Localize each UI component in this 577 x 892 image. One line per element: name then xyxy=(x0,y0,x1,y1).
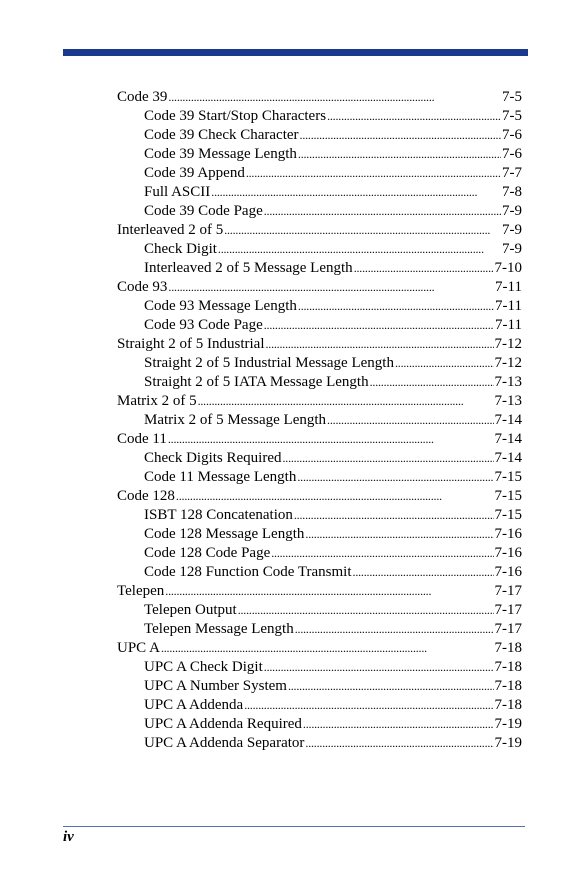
toc-entry[interactable] xyxy=(117,373,522,392)
toc-entry-title: Code 93 xyxy=(117,279,168,295)
toc-entry[interactable] xyxy=(117,335,522,354)
toc-entry-page: 7-19 xyxy=(494,716,522,732)
toc-entry-page: 7-18 xyxy=(494,697,522,713)
toc-entry-title: Check Digit xyxy=(144,241,217,257)
table-of-contents xyxy=(117,88,522,753)
page-number: iv xyxy=(63,829,74,845)
toc-entry-title: Straight 2 of 5 Industrial Message Length xyxy=(144,355,394,371)
toc-dot-leader xyxy=(305,525,493,544)
toc-entry-title: Code 128 Message Length xyxy=(144,526,305,542)
toc-entry-title: Interleaved 2 of 5 xyxy=(117,222,224,238)
toc-entry-page: 7-16 xyxy=(494,526,522,542)
toc-dot-leader xyxy=(327,107,501,126)
toc-dot-leader xyxy=(211,183,501,202)
toc-dot-leader xyxy=(264,316,494,335)
toc-entry-page: 7-5 xyxy=(502,108,522,124)
toc-entry-page: 7-17 xyxy=(494,602,522,618)
toc-entry[interactable] xyxy=(117,126,522,145)
toc-entry-page: 7-6 xyxy=(502,127,522,143)
toc-entry-title: UPC A xyxy=(117,640,160,656)
toc-entry-page: 7-5 xyxy=(502,89,522,105)
toc-entry[interactable] xyxy=(117,145,522,164)
toc-entry[interactable] xyxy=(117,316,522,335)
toc-entry[interactable] xyxy=(117,715,522,734)
toc-entry[interactable] xyxy=(117,278,522,297)
toc-entry-page: 7-16 xyxy=(494,564,522,580)
toc-entry[interactable] xyxy=(117,202,522,221)
toc-entry[interactable] xyxy=(117,601,522,620)
toc-entry-title: Code 93 Message Length xyxy=(144,298,297,314)
toc-dot-leader xyxy=(282,449,493,468)
toc-entry[interactable] xyxy=(117,183,522,202)
toc-entry-page: 7-11 xyxy=(495,317,522,333)
toc-dot-leader xyxy=(395,354,494,373)
toc-entry-page: 7-9 xyxy=(502,241,522,257)
toc-entry-title: Code 11 xyxy=(117,431,167,447)
toc-entry[interactable] xyxy=(117,88,522,107)
toc-entry-title: Code 39 Append xyxy=(144,165,245,181)
toc-entry[interactable] xyxy=(117,297,522,316)
toc-dot-leader xyxy=(294,506,494,525)
toc-dot-leader xyxy=(224,221,501,240)
toc-dot-leader xyxy=(298,297,494,316)
toc-dot-leader xyxy=(288,677,494,696)
toc-entry-page: 7-9 xyxy=(502,203,522,219)
toc-dot-leader xyxy=(298,145,501,164)
toc-dot-leader xyxy=(176,487,494,506)
toc-entry-page: 7-15 xyxy=(494,469,522,485)
toc-entry-title: Code 39 Start/Stop Characters xyxy=(144,108,327,124)
toc-entry-page: 7-16 xyxy=(494,545,522,561)
toc-entry[interactable] xyxy=(117,658,522,677)
header-bar xyxy=(63,49,528,56)
toc-entry-title: Code 128 Code Page xyxy=(144,545,271,561)
toc-dot-leader xyxy=(168,88,501,107)
toc-entry[interactable] xyxy=(117,259,522,278)
toc-entry-page: 7-11 xyxy=(495,298,522,314)
toc-entry-title: UPC A Number System xyxy=(144,678,287,694)
toc-entry-title: Check Digits Required xyxy=(144,450,282,466)
toc-entry-page: 7-14 xyxy=(494,450,522,466)
toc-entry[interactable] xyxy=(117,240,522,259)
toc-entry-title: Code 128 Function Code Transmit xyxy=(144,564,352,580)
toc-entry-title: Matrix 2 of 5 Message Length xyxy=(144,412,327,428)
toc-entry-page: 7-6 xyxy=(502,146,522,162)
toc-entry-page: 7-15 xyxy=(494,488,522,504)
toc-entry[interactable] xyxy=(117,107,522,126)
toc-entry-page: 7-8 xyxy=(502,184,522,200)
toc-entry[interactable] xyxy=(117,221,522,240)
toc-entry-page: 7-15 xyxy=(494,507,522,523)
toc-entry[interactable] xyxy=(117,639,522,658)
toc-entry-page: 7-13 xyxy=(494,393,522,409)
toc-dot-leader xyxy=(264,658,494,677)
toc-entry-title: UPC A Addenda Required xyxy=(144,716,302,732)
toc-entry[interactable] xyxy=(117,620,522,639)
toc-entry[interactable] xyxy=(117,487,522,506)
toc-entry-title: Straight 2 of 5 IATA Message Length xyxy=(144,374,369,390)
toc-entry-title: UPC A Addenda Separator xyxy=(144,735,305,751)
toc-entry-page: 7-18 xyxy=(494,640,522,656)
toc-entry-title: Full ASCII xyxy=(144,184,211,200)
toc-dot-leader xyxy=(265,335,493,354)
toc-entry[interactable] xyxy=(117,164,522,183)
toc-dot-leader xyxy=(300,126,501,145)
toc-entry-title: Telepen xyxy=(117,583,165,599)
toc-entry-page: 7-14 xyxy=(494,412,522,428)
toc-entry[interactable] xyxy=(117,696,522,715)
toc-entry[interactable] xyxy=(117,582,522,601)
toc-entry-title: Code 39 Message Length xyxy=(144,146,297,162)
toc-entry-page: 7-19 xyxy=(494,735,522,751)
toc-entry[interactable] xyxy=(117,468,522,487)
toc-entry[interactable] xyxy=(117,354,522,373)
toc-entry-page: 7-11 xyxy=(495,279,522,295)
toc-entry-title: Telepen Message Length xyxy=(144,621,294,637)
toc-entry-page: 7-14 xyxy=(494,431,522,447)
toc-dot-leader xyxy=(327,411,493,430)
toc-entry-title: UPC A Addenda xyxy=(144,697,244,713)
toc-entry-page: 7-12 xyxy=(494,355,522,371)
toc-dot-leader xyxy=(218,240,501,259)
toc-entry-title: Code 93 Code Page xyxy=(144,317,263,333)
toc-entry[interactable] xyxy=(117,525,522,544)
toc-entry-title: Code 39 Code Page xyxy=(144,203,263,219)
toc-entry-title: Code 128 xyxy=(117,488,175,504)
toc-dot-leader xyxy=(354,259,494,278)
toc-dot-leader xyxy=(305,734,493,753)
toc-dot-leader xyxy=(246,164,501,183)
toc-entry[interactable] xyxy=(117,544,522,563)
toc-dot-leader xyxy=(353,563,494,582)
toc-entry-title: UPC A Check Digit xyxy=(144,659,263,675)
toc-entry-title: Telepen Output xyxy=(144,602,237,618)
toc-entry-page: 7-10 xyxy=(494,260,522,276)
toc-entry[interactable] xyxy=(117,734,522,753)
toc-entry-page: 7-7 xyxy=(502,165,522,181)
toc-dot-leader xyxy=(161,639,494,658)
toc-entry-title: Code 39 Check Character xyxy=(144,127,299,143)
toc-entry-page: 7-17 xyxy=(494,583,522,599)
toc-dot-leader xyxy=(264,202,501,221)
toc-dot-leader xyxy=(303,715,494,734)
toc-entry-page: 7-9 xyxy=(502,222,522,238)
toc-entry[interactable] xyxy=(117,430,522,449)
toc-entry-title: Matrix 2 of 5 xyxy=(117,393,197,409)
toc-entry-page: 7-17 xyxy=(494,621,522,637)
toc-dot-leader xyxy=(198,392,494,411)
toc-entry[interactable] xyxy=(117,563,522,582)
toc-entry-title: ISBT 128 Concatenation xyxy=(144,507,293,523)
toc-dot-leader xyxy=(370,373,494,392)
toc-entry[interactable] xyxy=(117,449,522,468)
toc-dot-leader xyxy=(271,544,493,563)
toc-dot-leader xyxy=(238,601,494,620)
toc-entry[interactable] xyxy=(117,411,522,430)
toc-dot-leader xyxy=(244,696,493,715)
toc-dot-leader xyxy=(168,278,494,297)
toc-dot-leader xyxy=(297,468,493,487)
toc-entry-page: 7-18 xyxy=(494,678,522,694)
toc-entry[interactable] xyxy=(117,392,522,411)
toc-entry-title: Code 39 xyxy=(117,89,168,105)
toc-entry-title: Straight 2 of 5 Industrial xyxy=(117,336,265,352)
footer-rule xyxy=(63,826,525,827)
toc-dot-leader xyxy=(165,582,493,601)
toc-entry-title: Interleaved 2 of 5 Message Length xyxy=(144,260,353,276)
toc-entry-page: 7-13 xyxy=(494,374,522,390)
toc-entry-page: 7-12 xyxy=(494,336,522,352)
toc-entry[interactable] xyxy=(117,506,522,525)
toc-dot-leader xyxy=(168,430,494,449)
toc-dot-leader xyxy=(295,620,494,639)
toc-entry-title: Code 11 Message Length xyxy=(144,469,297,485)
toc-entry-page: 7-18 xyxy=(494,659,522,675)
toc-entry[interactable] xyxy=(117,677,522,696)
